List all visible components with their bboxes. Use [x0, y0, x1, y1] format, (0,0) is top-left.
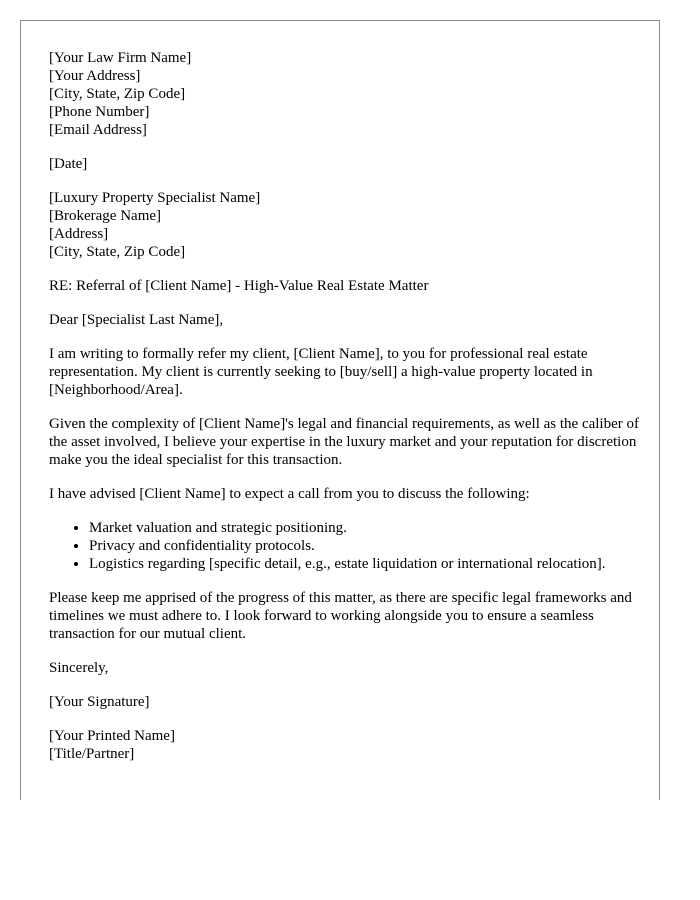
letter-page [20, 20, 660, 800]
letter-content [49, 49, 649, 779]
sender-block [49, 49, 649, 139]
recipient-name: [Luxury Property Specialist Name] [49, 190, 261, 206]
recipient-address: [Address] [49, 226, 109, 242]
sender-address: [Your Address] [49, 68, 141, 84]
signature: [Your Signature] [49, 694, 150, 710]
sender-firm-name: [Your Law Firm Name] [49, 50, 192, 66]
printed-name: [Your Printed Name] [49, 728, 175, 744]
date-block [49, 155, 649, 173]
salutation: Dear [Specialist Last Name], [49, 312, 224, 328]
list-item: • Logistics regarding [specific detail, e.g., estate liquidation or international relocation]. [89, 555, 649, 573]
subject-line: RE: Referral of [Client Name] - High-Value Real Estate Matter [49, 278, 429, 294]
recipient-block [49, 189, 649, 261]
recipient-city-state-zip: [City, State, Zip Code] [49, 244, 186, 260]
recipient-brokerage: [Brokerage Name] [49, 208, 162, 224]
discussion-list [49, 519, 649, 573]
list-item: • Privacy and confidentiality protocols. [89, 537, 649, 555]
sign-off: Sincerely, [49, 660, 109, 676]
sender-city-state-zip: [City, State, Zip Code] [49, 86, 186, 102]
list-item: • Market valuation and strategic positioning. [89, 519, 649, 537]
body-paragraph: I have advised [Client Name] to expect a call from you to discuss the following: [49, 486, 530, 502]
sender-email: [Email Address] [49, 122, 147, 138]
body-paragraph: Given the complexity of [Client Name]'s legal and financial requirements, as well as the caliber of the asset involved, I believe your expertise in the luxury market and your reputation for discretion make you the ideal specialist for this transaction. [49, 416, 639, 468]
body-paragraph: I am writing to formally refer my client, [Client Name], to you for professional real estate representation. My client is currently seeking to [buy/sell] a high-value property located in [Neighborhood/Area]. [49, 346, 593, 398]
signer-title: [Title/Partner] [49, 746, 135, 762]
sender-phone: [Phone Number] [49, 104, 150, 120]
letter-date: [Date] [49, 156, 88, 172]
signer-block [49, 727, 649, 763]
closing-paragraph: Please keep me apprised of the progress of this matter, as there are specific legal frameworks and timelines we must adhere to. I look forward to working alongside you to ensure a seamless transaction for our mutual client. [49, 590, 632, 642]
